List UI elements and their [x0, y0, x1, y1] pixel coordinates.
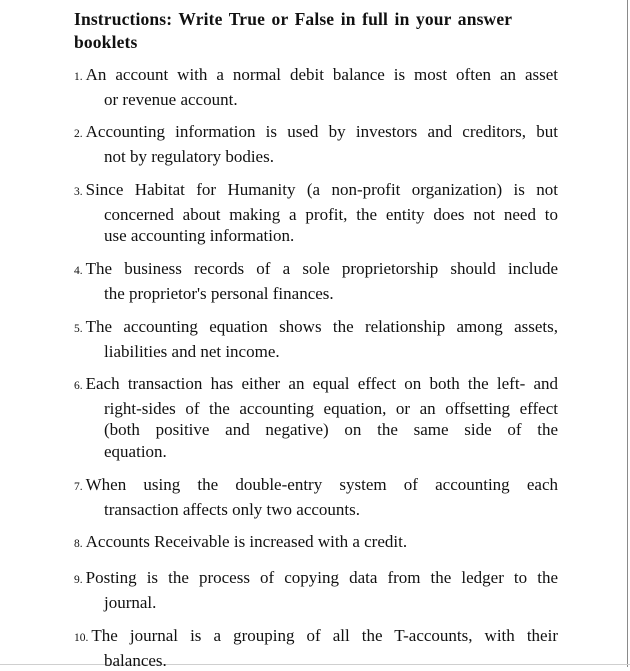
question-4-line-2: the proprietor's personal finances. — [74, 283, 558, 305]
question-10-number: 10. — [74, 632, 88, 644]
question-1 — [74, 64, 558, 110]
question-3-line-2: concerned about making a profit, the entity does not need to — [74, 204, 558, 226]
question-6-line-4: equation. — [74, 441, 558, 463]
question-6-line-3: (both positive and negative) on the same side of the — [74, 419, 558, 441]
question-7-line-2: transaction affects only two accounts. — [74, 499, 558, 521]
question-9-line-2: journal. — [74, 592, 558, 614]
question-7-line-1: 7. When using the double-entry system of accounting each — [74, 474, 558, 499]
question-7 — [74, 474, 558, 520]
question-4-line-1: 4. The business records of a sole proprietorship should include — [74, 258, 558, 283]
question-9-line-1: 9. Posting is the process of copying data from the ledger to the — [74, 567, 558, 592]
question-6-line-2: right-sides of the accounting equation, or an offsetting effect — [74, 398, 558, 420]
question-1-line-1: 1. An account with a normal debit balance is most often an asset — [74, 64, 558, 89]
question-10 — [74, 625, 558, 671]
question-6-number: 6. — [74, 380, 83, 392]
question-1-number: 1. — [74, 71, 83, 83]
question-4-number: 4. — [74, 265, 83, 277]
question-2-line-1: 2. Accounting information is used by investors and creditors, but — [74, 121, 558, 146]
question-9 — [74, 567, 558, 613]
question-2-line-2: not by regulatory bodies. — [74, 146, 558, 168]
question-5-line-2: liabilities and net income. — [74, 341, 558, 363]
question-9-number: 9. — [74, 574, 83, 586]
question-5-line-1: 5. The accounting equation shows the relationship among assets, — [74, 316, 558, 341]
question-2-number: 2. — [74, 128, 83, 140]
page-right-border — [627, 0, 628, 667]
question-5-number: 5. — [74, 323, 83, 335]
question-3 — [74, 179, 558, 247]
question-3-line-1: 3. Since Habitat for Humanity (a non-profit organization) is not — [74, 179, 558, 204]
question-8-number: 8. — [74, 538, 83, 550]
question-7-number: 7. — [74, 481, 83, 493]
question-3-number: 3. — [74, 186, 83, 198]
question-10-line-2: balances. — [74, 650, 558, 671]
question-2 — [74, 121, 558, 167]
question-10-line-1: 10. The journal is a grouping of all the T-accounts, with their — [74, 625, 558, 650]
question-1-line-2: or revenue account. — [74, 89, 558, 111]
question-8 — [74, 531, 558, 556]
question-4 — [74, 258, 558, 304]
question-6-line-1: 6. Each transaction has either an equal effect on both the left- and — [74, 373, 558, 398]
question-3-line-3: use accounting information. — [74, 225, 558, 247]
instructions-heading: Instructions: Write True or False in full in your answer booklets — [74, 8, 558, 54]
question-8-line-1: 8. Accounts Receivable is increased with a credit. — [74, 531, 558, 556]
question-5 — [74, 316, 558, 362]
question-6 — [74, 373, 558, 462]
